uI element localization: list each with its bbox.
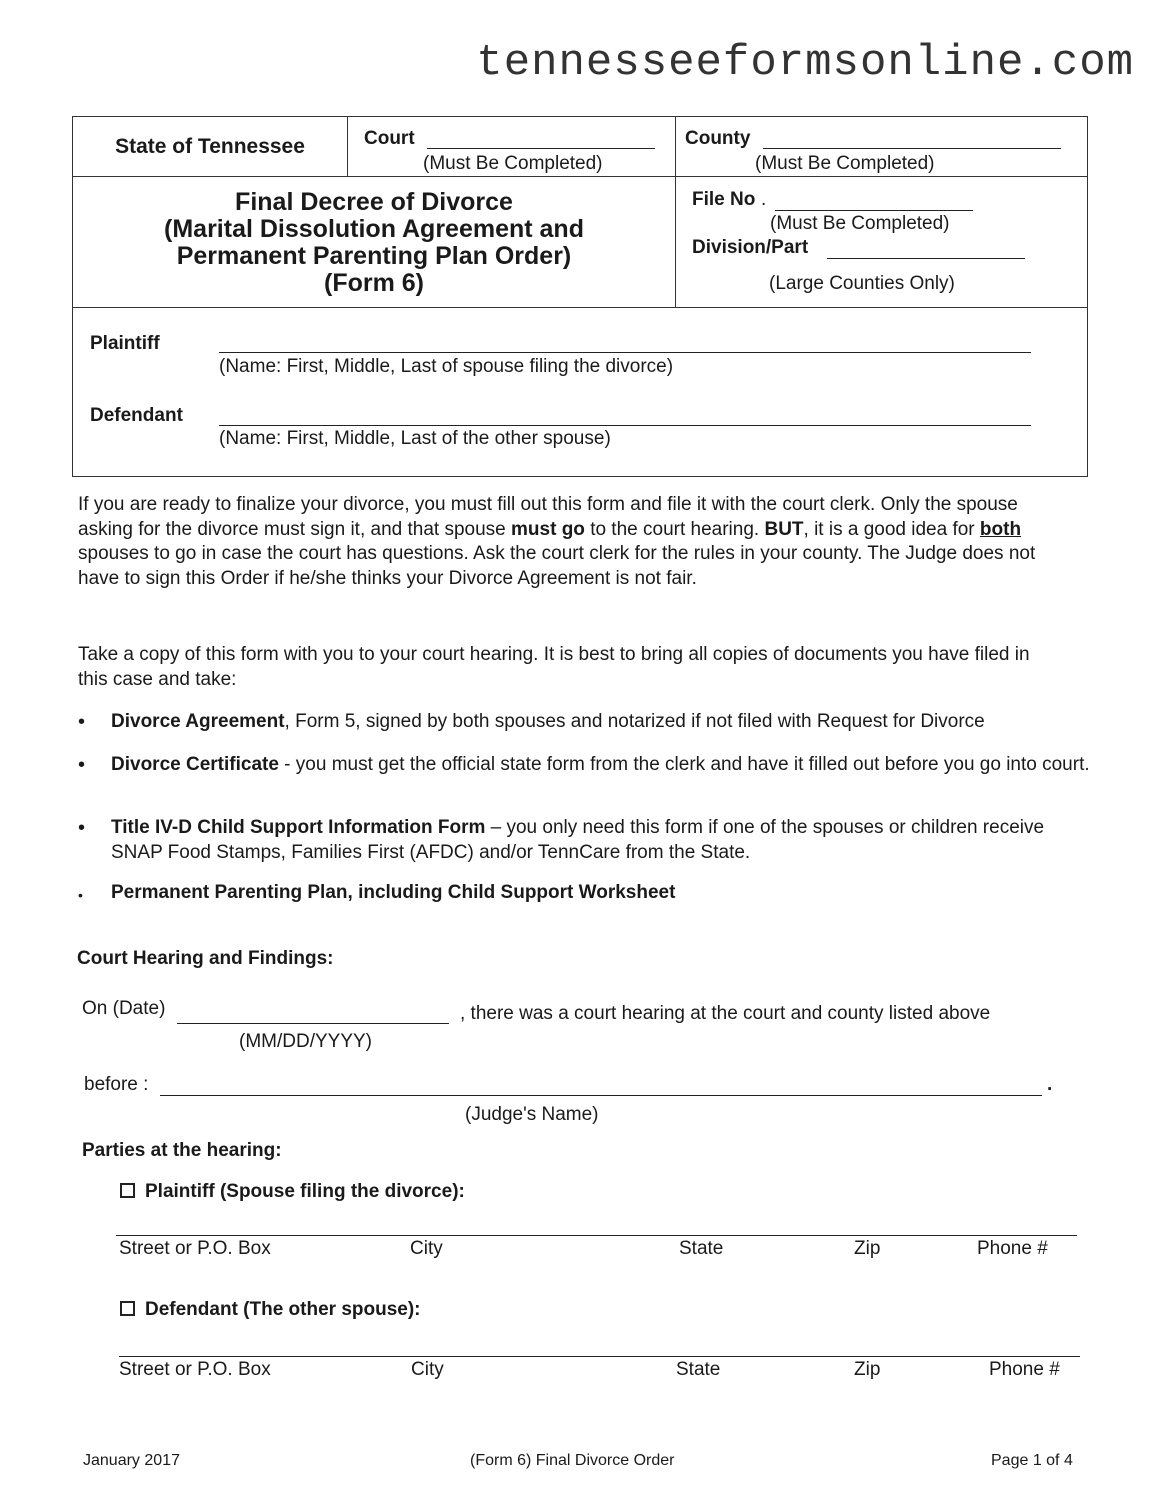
state-label: State of Tennessee (73, 117, 348, 176)
court-label: Court (364, 128, 415, 149)
division-hint: (Large Counties Only) (769, 273, 955, 294)
court-input-line[interactable] (427, 148, 655, 149)
address-col-zip: Zip (854, 1359, 881, 1380)
plaintiff-hint: (Name: First, Middle, Last of spouse filing the divorce) (219, 356, 674, 377)
plaintiff-check-label: Plaintiff (Spouse filing the divorce): (145, 1181, 465, 1202)
bullet-title: Title IV-D Child Support Information Form (111, 817, 486, 838)
intro-bold-must-go: must go (511, 518, 585, 540)
parties-heading: Parties at the hearing: (82, 1140, 282, 1161)
judge-period: . (1047, 1074, 1053, 1095)
list-item (78, 710, 1108, 735)
division-input-line[interactable] (827, 258, 1025, 259)
title-line: (Marital Dissolution Agreement and (164, 215, 584, 243)
site-watermark: tennesseeformsonline.com (476, 38, 1134, 88)
file-no-hint: (Must Be Completed) (770, 213, 950, 234)
form-title (73, 177, 676, 307)
address-col-phone: Phone # (989, 1359, 1060, 1380)
address-col-state: State (676, 1359, 721, 1380)
address-col-street: Street or P.O. Box (119, 1359, 271, 1380)
list-item (78, 816, 1088, 865)
address-col-zip: Zip (854, 1238, 881, 1259)
list-item (78, 753, 1108, 778)
plaintiff-label: Plaintiff (90, 333, 160, 354)
hearing-heading: Court Hearing and Findings: (77, 948, 334, 969)
defendant-hint: (Name: First, Middle, Last of the other spouse) (219, 428, 611, 449)
address-col-city: City (411, 1359, 444, 1380)
case-header-box (72, 116, 1088, 477)
bullet-title: Divorce Agreement (111, 711, 285, 732)
bullet-title: Permanent Parenting Plan, including Child Support Worksheet (111, 882, 676, 903)
court-cell (348, 117, 676, 176)
address-col-state: State (679, 1238, 724, 1259)
address-col-street: Street or P.O. Box (119, 1238, 271, 1259)
intro-text: to the court hearing. (590, 518, 760, 540)
bullet-icon: • (78, 817, 86, 839)
checkbox-icon[interactable] (120, 1183, 135, 1198)
hearing-text: , there was a court hearing at the court and county listed above (460, 1003, 991, 1024)
bullet-text: - you must get the official state form from the clerk and have it filled out before you go into court. (278, 754, 1090, 775)
defendant-name-line[interactable] (219, 425, 1031, 426)
header-row-title (73, 177, 1087, 308)
bullet-text: – you only need this form if one of the spouses or children receive SNAP Food Stamps, Families First (AFDC) and/or TennCare from the State. (111, 817, 1045, 863)
checkbox-icon[interactable] (120, 1301, 135, 1316)
footer-page-number: Page 1 of 4 (991, 1452, 1073, 1469)
file-no-input-line[interactable] (775, 210, 973, 211)
defendant-label: Defendant (90, 405, 183, 426)
list-item (78, 881, 1108, 906)
address-col-phone: Phone # (977, 1238, 1048, 1259)
instructions-paragraph: Take a copy of this form with you to your court hearing. It is best to bring all copies of documents you have filed in this case and take: (78, 644, 1030, 690)
intro-text: If you are ready to finalize your divorce, you must fill out this form and file it with the court clerk. Only the spouse asking for the divorce must sign it, and that spouse (78, 494, 1018, 540)
parties-section (73, 308, 1087, 476)
address-col-city: City (410, 1238, 443, 1259)
bullet-title: Divorce Certificate (111, 754, 279, 775)
defendant-check-label: Defendant (The other spouse): (145, 1299, 421, 1320)
plaintiff-checkbox-row[interactable] (120, 1181, 465, 1203)
county-label: County (685, 128, 751, 149)
title-line: Permanent Parenting Plan Order) (176, 242, 572, 270)
division-label: Division/Part (692, 237, 809, 258)
judge-hint: (Judge's Name) (465, 1104, 599, 1125)
footer-form-name: (Form 6) Final Divorce Order (470, 1452, 675, 1469)
header-row-court (73, 117, 1087, 177)
bullet-icon: • (78, 887, 83, 903)
file-cell (676, 177, 1087, 307)
county-hint: (Must Be Completed) (755, 153, 935, 174)
plaintiff-address-line[interactable] (116, 1235, 1077, 1236)
intro-paragraph (78, 493, 1063, 591)
defendant-address-line[interactable] (119, 1356, 1080, 1357)
file-no-dot: . (761, 189, 767, 210)
file-no-label: File No (692, 189, 756, 210)
judge-name-line[interactable] (160, 1095, 1042, 1096)
intro-bold-but: BUT (764, 518, 804, 540)
intro-text: spouses to go in case the court has questions. Ask the court clerk for the rules in your county. The Judge does not have to sign this Order if he/she thinks your Divorce Agreement is not fair. (78, 543, 1036, 589)
plaintiff-name-line[interactable] (219, 352, 1031, 353)
county-cell (676, 117, 1087, 176)
hearing-date-line[interactable] (177, 1023, 449, 1024)
bullet-text: , Form 5, signed by both spouses and notarized if not filed with Request for Divorce (284, 711, 985, 732)
county-input-line[interactable] (763, 148, 1061, 149)
intro-underline-both: both (979, 518, 1022, 540)
before-label: before : (84, 1074, 149, 1095)
title-line: Final Decree of Divorce (235, 188, 513, 216)
date-hint: (MM/DD/YYYY) (239, 1031, 372, 1052)
bullet-icon: • (78, 754, 86, 776)
defendant-checkbox-row[interactable] (120, 1299, 421, 1321)
title-line: (Form 6) (324, 269, 424, 297)
footer-date: January 2017 (83, 1452, 180, 1469)
on-date-label: On (Date) (82, 998, 166, 1019)
intro-text: , it is a good idea for (803, 518, 975, 540)
bullet-icon: • (78, 711, 86, 733)
court-hint: (Must Be Completed) (423, 153, 603, 174)
